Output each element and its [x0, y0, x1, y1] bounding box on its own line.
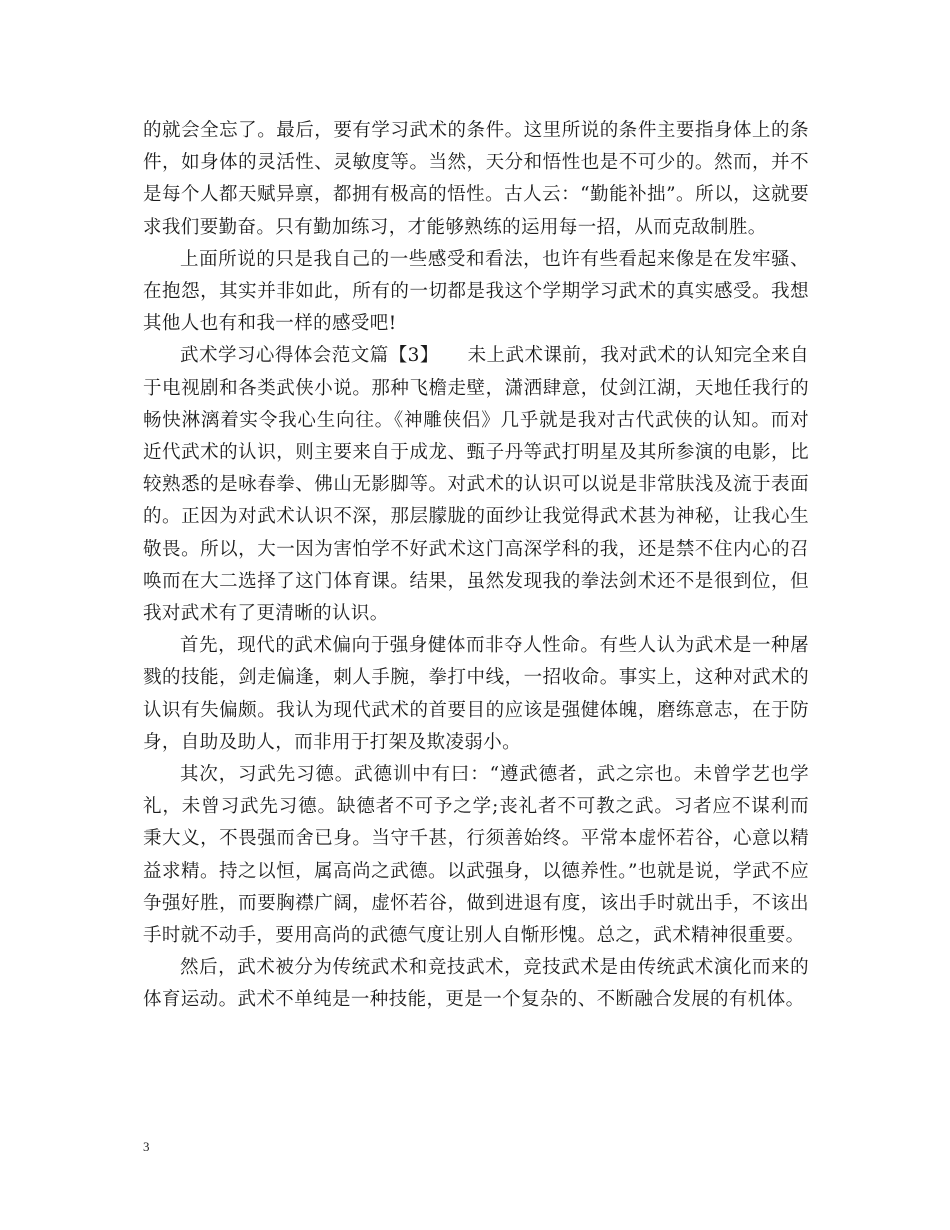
body-text	[143, 115, 809, 1017]
page-number: 3	[143, 1139, 150, 1154]
paragraph-first-point: 首先，现代的武术偏向于强身健体而非夺人性命。有些人认为武术是一种屠戮的技能，剑走偏逢，刺人手腕，拳打中线，一招收命。事实上，这种对武术的认识有失偏颇。我认为现代武术的首要目的应该是强健体魄，磨练意志，在于防身，自助及助人，而非用于打架及欺凌弱小。	[143, 635, 809, 753]
paragraph-continuation: 的就会全忘了。最后，要有学习武术的条件。这里所说的条件主要指身体上的条件，如身体的灵活性、灵敏度等。当然，天分和悟性也是不可少的。然而，并不是每个人都天赋异禀，都拥有极高的悟性。古人云：“勤能补拙”。所以，这就要求我们要勤奋。只有勤加练习，才能够熟练的运用每一招，从而克敌制胜。	[143, 120, 809, 238]
paragraph-feelings: 上面所说的只是我自己的一些感受和看法，也许有些看起来像是在发牢骚、在抱怨，其实并非如此，所有的一切都是我这个学期学习武术的真实感受。我想其他人也有和我一样的感受吧!	[143, 248, 809, 335]
paragraph-essay-3-intro: 武术学习心得体会范文篇【3】 未上武术课前，我对武术的认知完全来自于电视剧和各类武侠小说。那种飞檐走壁，潇洒肆意，仗剑江湖，天地任我行的畅快淋漓着实令我心生向往。《神雕侠侣》几乎就是我对古代武侠的认知。而对近代武术的认识，则主要来自于成龙、甄子丹等武打明星及其所参演的电影，比较熟悉的是咏春拳、佛山无影脚等。对武术的认识可以说是非常肤浅及流于表面的。正因为对武术认识不深，那层朦胧的面纱让我觉得武术甚为神秘，让我心生敬畏。所以，大一因为害怕学不好武术这门高深学科的我，还是禁不住内心的召唤而在大二选择了这门体育课。结果，虽然发现我的拳法剑术还不是很到位，但我对武术有了更清晰的认识。	[143, 345, 809, 625]
paragraph-third-point: 然后，武术被分为传统武术和竞技武术，竞技武术是由传统武术演化而来的体育运动。武术不单纯是一种技能，更是一个复杂的、不断融合发展的有机体。	[143, 957, 809, 1011]
paragraph-second-point: 其次，习武先习德。武德训中有曰：“遵武德者，武之宗也。未曾学艺也学礼，未曾习武先习德。缺德者不可予之学;丧礼者不可教之武。习者应不谋利而秉大义，不畏强而舍已身。当守千甚，行须善始终。平常本虚怀若谷，心意以精益求精。持之以恒，属高尚之武德。以武强身，以德养性。”也就是说，学武不应争强好胜，而要胸襟广阔，虚怀若谷，做到进退有度，该出手时就出手，不该出手时就不动手，要用高尚的武德气度让别人自惭形愧。总之，武术精神很重要。	[143, 764, 809, 947]
